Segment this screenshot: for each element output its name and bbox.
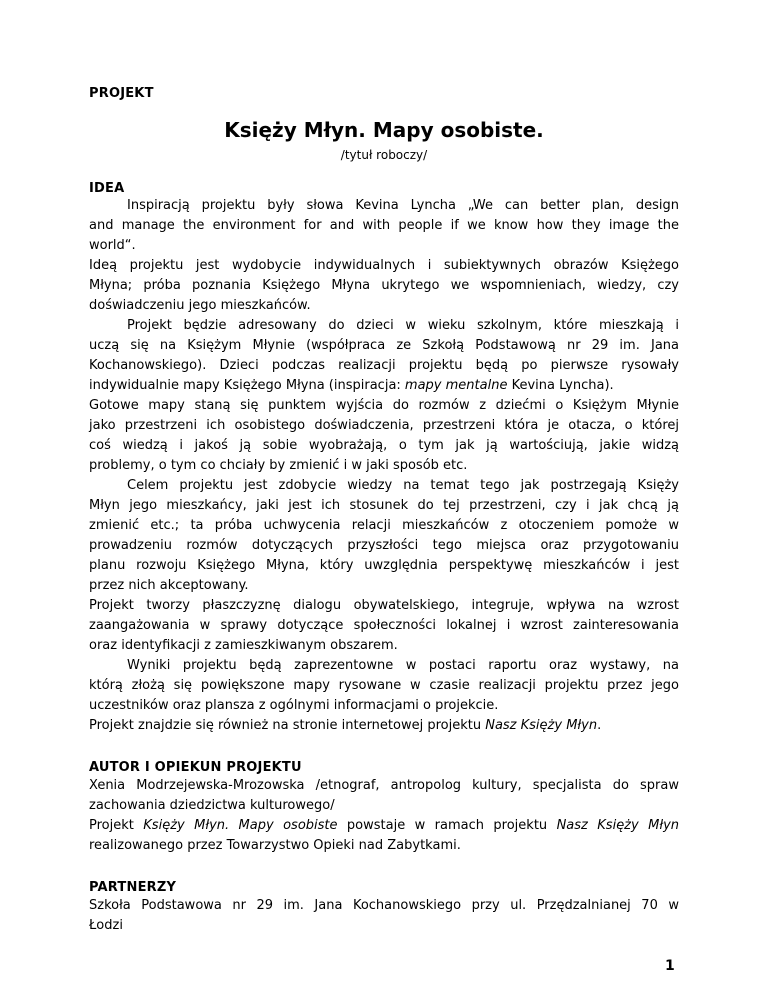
document-title: Księży Młyn. Mapy osobiste.	[224, 118, 544, 142]
idea-line: Młyna; próba poznania Księżego Młyna ukrytego we wspomnieniach, wiedzy, czy	[89, 278, 679, 293]
author-line: Xenia Modrzejewska-Mrozowska /etnograf, antropolog kultury, specjalista do spraw	[89, 778, 679, 793]
author-emphasis: Nasz Księży Młyn	[556, 818, 679, 833]
idea-line: jako przestrzeni ich osobistego doświadczenia, przestrzeni która je otacza, o której	[89, 418, 679, 433]
idea-emphasis: Nasz Księży Młyn	[485, 718, 598, 733]
idea-heading: IDEA	[89, 181, 125, 196]
idea-line-mixed	[89, 376, 679, 396]
idea-line: uczestników oraz plansza z ogólnymi informacjami o projekcie.	[89, 698, 499, 713]
idea-line: Młyn jego mieszkańcy, jaki jest ich stosunek do tej przestrzeni, czy i jak chcą ją	[89, 498, 679, 513]
author-text: powstaje w ramach projektu	[337, 818, 557, 833]
idea-line-mixed	[89, 716, 679, 736]
idea-line: Ideą projektu jest wydobycie indywidualnych i subiektywnych obrazów Księżego	[89, 258, 679, 273]
page-number: 1	[665, 958, 675, 974]
idea-text: .	[597, 718, 602, 733]
idea-line: zaangażowania w sprawy dotyczące społeczności lokalnej i wzrost zainteresowania	[89, 618, 679, 633]
idea-line: Kochanowskiego). Dzieci podczas realizacji projektu będą po pierwsze rysowały	[89, 358, 679, 373]
author-line-mixed	[89, 816, 679, 836]
idea-line: którą złożą się powiększone mapy rysowane w czasie realizacji projektu przez jego	[89, 678, 679, 693]
idea-line: Projekt będzie adresowany do dzieci w wieku szkolnym, które mieszkają i	[127, 318, 679, 333]
document-page	[89, 0, 679, 994]
idea-line: problemy, o tym co chciały by zmienić i w jaki sposób etc.	[89, 458, 468, 473]
idea-text: Kevina Lyncha).	[507, 378, 614, 393]
idea-line: doświadczeniu jego mieszkańców.	[89, 298, 311, 313]
author-text: Projekt	[89, 818, 144, 833]
idea-line: prowadzeniu rozmów dotyczących przyszłości tego miejsca oraz przygotowaniu	[89, 538, 679, 553]
idea-line: uczą się na Księżym Młynie (współpraca ze Szkołą Podstawową nr 29 im. Jana	[89, 338, 679, 353]
idea-text: Projekt znajdzie się również na stronie internetowej projektu	[89, 718, 486, 733]
author-line: zachowania dziedzictwa kulturowego/	[89, 798, 335, 813]
partners-line: Szkoła Podstawowa nr 29 im. Jana Kochanowskiego przy ul. Przędzalnianej 70 w	[89, 898, 679, 913]
idea-text: indywidualnie mapy Księżego Młyna (inspiracja:	[89, 378, 405, 393]
idea-line: przez nich akceptowany.	[89, 578, 249, 593]
idea-line: world“.	[89, 238, 136, 253]
idea-line: Wyniki projektu będą zaprezentowne w postaci raportu oraz wystawy, na	[127, 658, 679, 673]
idea-line: Celem projektu jest zdobycie wiedzy na temat tego jak postrzegają Księży	[127, 478, 679, 493]
idea-line: and manage the environment for and with people if we know how they image the	[89, 218, 679, 233]
author-line: realizowanego przez Towarzystwo Opieki nad Zabytkami.	[89, 838, 461, 853]
idea-line: coś wiedzą i jakoś ją sobie wyobrażają, o tym jak ją wartościują, jakie widzą	[89, 438, 679, 453]
project-label: PROJEKT	[89, 86, 154, 101]
author-emphasis: Księży Młyn. Mapy osobiste	[143, 818, 338, 833]
document-subtitle: /tytuł roboczy/	[340, 148, 428, 162]
idea-line: oraz identyfikacji z zamieszkiwanym obszarem.	[89, 638, 398, 653]
idea-line: Gotowe mapy staną się punktem wyjścia do rozmów z dziećmi o Księżym Młynie	[89, 398, 679, 413]
idea-line: Projekt tworzy płaszczyznę dialogu obywatelskiego, integruje, wpływa na wzrost	[89, 598, 679, 613]
idea-line: zmienić etc.; ta próba uchwycenia relacji mieszkańców z otoczeniem pomoże w	[89, 518, 679, 533]
author-heading: AUTOR I OPIEKUN PROJEKTU	[89, 760, 302, 775]
idea-emphasis: mapy mentalne	[404, 378, 508, 393]
idea-line: planu rozwoju Księżego Młyna, który uwzględnia perspektywę mieszkańców i jest	[89, 558, 679, 573]
partners-line: Łodzi	[89, 918, 123, 933]
idea-line: Inspiracją projektu były słowa Kevina Lyncha „We can better plan, design	[127, 198, 679, 213]
partners-heading: PARTNERZY	[89, 880, 177, 895]
